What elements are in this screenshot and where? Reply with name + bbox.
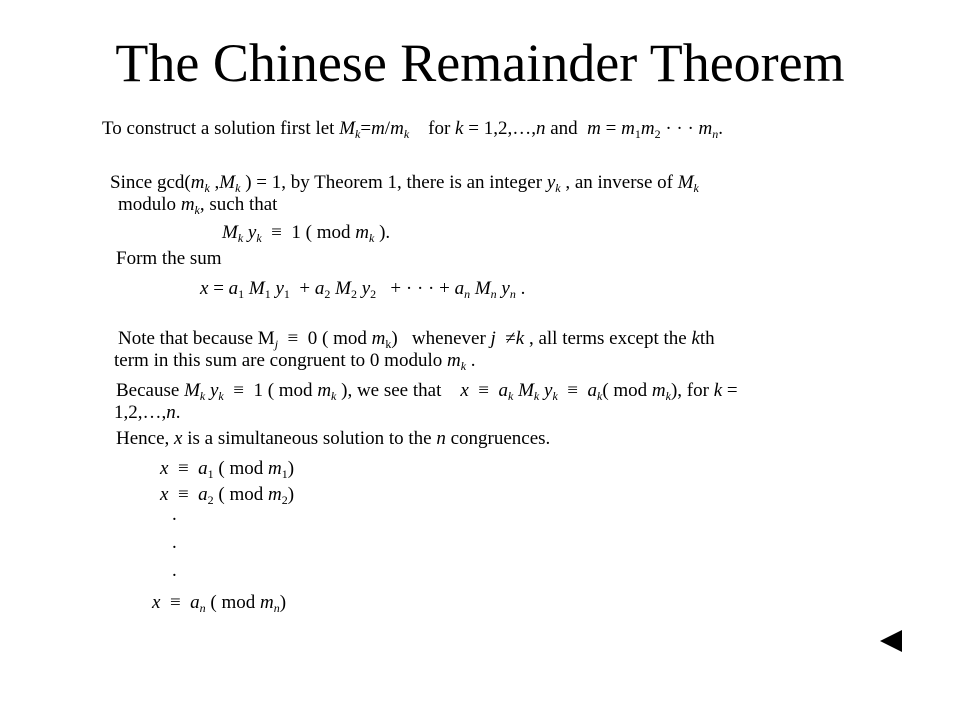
inverse-congruence: $M_k$ $y_k \equiv 1$ ( mod $m_k$ ). bbox=[222, 222, 391, 245]
note-statement: Note that because $M_j \equiv 0$ ( mod $m_k$) whenever j ≠k , all terms except the kth bbox=[118, 328, 715, 351]
sum-formula: $x = a_1$ $M_1$ $y_1 + a_2$ $M_2$ $y_2$ + · · · + $a_n$ $M_n$ $y_n$ . bbox=[200, 278, 526, 301]
note-statement-cont: term in this sum are congruent to 0 modulo $m_k$ . bbox=[114, 350, 476, 373]
inverse-statement-cont: modulo $m_k$, such that bbox=[118, 194, 278, 217]
congruence-n: $x \equiv a_n$ ( mod $m_n$) bbox=[152, 592, 287, 615]
left-arrow-icon[interactable] bbox=[880, 630, 902, 652]
ellipsis-dot: . bbox=[172, 532, 177, 553]
inverse-statement: Since $\gcd(m_k$ $,M_k$ ) = 1, by Theorem 1, there is an integer $y_k$ , an inverse of $M_k$ bbox=[110, 172, 699, 195]
congruence-1: $x \equiv a_1$ ( mod $m_1$) bbox=[160, 458, 295, 481]
ellipsis-dot: . bbox=[172, 560, 177, 581]
congruence-2: $x \equiv a_2$ ( mod $m_2$) bbox=[160, 484, 295, 507]
because-statement: Because $M_k$ $y_k \equiv 1$ ( mod $m_k$ ), we see that $x \equiv a_k$ $M_k$ $y_k \equiv a_k$( mod $m_k$), for k = bbox=[116, 380, 738, 403]
construction-statement: To construct a solution first let $M_k=m/m_k$ for k = 1,2,…,n and $m = m_1m_2$ · · · $m_n$. bbox=[102, 118, 724, 141]
form-sum-label: Form the sum bbox=[116, 248, 222, 269]
page-title: The Chinese Remainder Theorem bbox=[115, 33, 845, 93]
ellipsis-dot: . bbox=[172, 504, 177, 525]
hence-statement: Hence, x is a simultaneous solution to the n congruences. bbox=[116, 428, 551, 449]
because-statement-cont: 1,2,…,n. bbox=[114, 402, 181, 423]
